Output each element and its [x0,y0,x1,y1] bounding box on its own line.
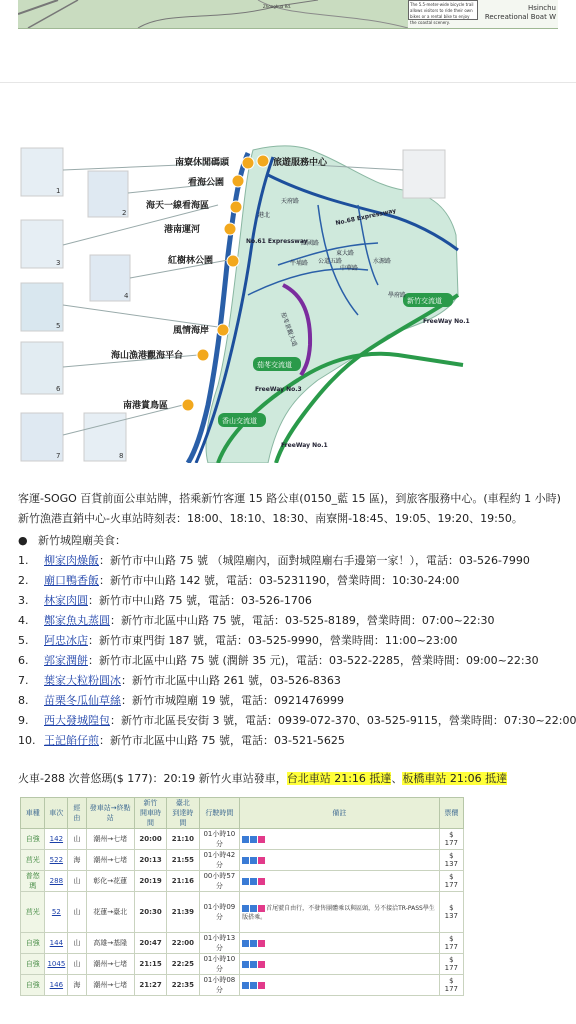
shop-link[interactable]: 苗栗冬瓜仙草絲 [44,694,121,707]
via: 山 [68,829,86,850]
label-zhuxiang-ic: 茄苳交流道 [257,361,292,369]
list-item [18,732,345,748]
service-icon [250,905,257,912]
route: 彰化→花蓮 [86,871,134,892]
service-icon [242,836,249,843]
top-map-strip [18,0,558,29]
label-road-tianfu: 天府路 [281,198,300,205]
label-road-xuefu: 學府路 [388,292,407,299]
list-number: 10. [18,734,36,747]
via: 海 [68,975,86,996]
price: $ 177 [439,871,463,892]
departure-time: 21:15 [134,954,166,975]
top-map-legend [408,0,558,28]
train-type: 自強 [21,975,45,996]
shop-detail: ：新竹市北區中山路 75 號 (潤餅 35 元)，電話：03-522-2285，營業時間：09:00~22:30 [88,654,539,667]
departure-time: 20:00 [134,829,166,850]
shop-link[interactable]: 廟口鴨香飯 [44,574,99,587]
service-icon [258,878,265,885]
column-header: 備註 [240,798,440,829]
duration: 01小時42分 [199,850,240,871]
train-type: 自強 [21,933,45,954]
label-road-gangbei: 港北 [258,212,271,219]
duration: 01小時10分 [199,829,240,850]
train-info [18,770,507,786]
price: $ 177 [439,954,463,975]
column-header: 發車站→終點站 [86,798,134,829]
caption-line-2: Recreational Boat W [484,13,556,21]
label-tianyi: 海天一線看海區 [146,201,210,211]
arrival-time: 21:10 [167,829,199,850]
service-icon [258,905,265,912]
list-number: 7. [18,674,29,687]
price: $ 137 [439,850,463,871]
bullet-dot: ● [18,534,28,547]
price: $ 137 [439,892,463,933]
label-kanhai: 看海公園 [188,178,225,188]
arrival-time: 21:39 [167,892,199,933]
shop-detail: ：新竹市北區中山路 75 號，電話：03-525-8189，營業時間：07:00~22:30 [110,614,495,627]
label-nangang: 南港賞鳥區 [123,401,169,411]
duration: 00小時57分 [199,871,240,892]
shop-detail: ：新竹市中山路 75 號，電話：03-526-1706 [88,594,312,607]
train-highlight-taipei: 台北車站 21:16 抵達 [286,772,392,785]
train-number-link[interactable]: 522 [45,850,68,871]
duration: 01小時08分 [199,975,240,996]
service-icon [250,982,257,989]
legend-note: The 5.5-meter-wide bicycle trail allows visitors to ride their own bikes or a rental bike to enjoy the coastal scenery. [408,0,478,20]
service-icon [250,961,257,968]
list-item [18,652,539,668]
food-heading [18,532,126,548]
shop-link[interactable]: 阿忠冰店 [44,634,88,647]
caption-line-1: Hsinchu [527,4,556,12]
label-exp68: No.68 Expressway [334,207,397,227]
train-number-link[interactable]: 1045 [45,954,68,975]
route: 花蓮→臺北 [86,892,134,933]
service-icon [250,857,257,864]
shop-detail: ：新竹市北區長安街 3 號，電話：0939-072-370、03-525-9115，營業時間：07:30~22:00 [110,714,576,727]
service-icon [242,982,249,989]
label-xiangshan-ic: 香山交流道 [222,417,257,425]
service-icon [250,878,257,885]
service-icon [258,940,265,947]
service-icon [250,940,257,947]
photo-number-7: 7 [56,452,61,460]
list-number: 5. [18,634,29,647]
column-header: 車種 [21,798,45,829]
column-header: 臺北 到達時間 [167,798,199,829]
note [240,829,440,850]
column-header: 車次 [45,798,68,829]
list-item [18,592,312,608]
route: 潮州→七堵 [86,954,134,975]
service-icon [242,961,249,968]
label-exp61: No.61 Expressway [246,238,308,245]
note [240,954,440,975]
via: 海 [68,850,86,871]
label-yugang: 海山漁港觀海平台 [111,351,184,361]
shop-link[interactable]: 鄭家魚丸蒸圓 [44,614,110,627]
train-info-prefix: 火車-288 次普悠瑪($ 177)：20:19 新竹火車站發車， [18,772,287,785]
train-type: 普悠瑪 [21,871,45,892]
shop-link[interactable]: 王記餡仔煎 [44,734,99,747]
service-icon [258,857,265,864]
via: 山 [68,954,86,975]
via: 山 [68,933,86,954]
column-header: 新竹 開車時間 [134,798,166,829]
label-mangrove: 紅樹林公園 [168,256,214,266]
list-number: 3. [18,594,29,607]
note-text: 首尾號自由行，不發售團體乘以與區頭，另不接洽TR-PASS學生版搭乘。 [242,905,435,921]
note [240,892,440,933]
label-road-jingguo: 經國路 [301,240,320,247]
via: 山 [68,871,86,892]
divider [0,82,576,83]
list-number: 8. [18,694,29,707]
train-highlight-banqiao: 板橋車站 21:06 抵達 [402,772,508,785]
duration: 01小時09分 [199,892,240,933]
departure-time: 20:30 [134,892,166,933]
list-item [18,632,458,648]
list-item [18,572,459,588]
train-number-link[interactable]: 144 [45,933,68,954]
label-gangnan: 港南運河 [164,225,201,235]
shop-detail: ：新竹市東門街 187 號，電話：03-525-9990，營業時間：11:00~23:00 [88,634,458,647]
note [240,933,440,954]
shop-detail: ：新竹市中山路 142 號，電話：03-5231190，營業時間：10:30-24:00 [99,574,460,587]
service-icon [242,878,249,885]
service-icon [258,982,265,989]
label-road-gongdao: 公道五路 [318,258,343,265]
price: $ 177 [439,933,463,954]
label-road-zhuxin: 茄苳景觀大道 [279,311,299,348]
label-fw1-a: FreeWay No.1 [423,318,470,325]
route: 潮州→七堵 [86,850,134,871]
arrival-time: 22:00 [167,933,199,954]
train-number-link[interactable]: 288 [45,871,68,892]
shop-link[interactable]: 葉家大粒粉圓冰 [44,674,121,687]
route: 潮州→七堵 [86,829,134,850]
shop-link[interactable]: 西大發城隍包 [44,714,110,727]
table-row [21,850,464,871]
service-icon [250,836,257,843]
label-visitor-center: 旅遊服務中心 [273,158,328,168]
label-road-dongda: 東大路 [336,250,355,257]
train-info-sep: 、 [391,772,403,785]
arrival-time: 22:35 [167,975,199,996]
table-row [21,871,464,892]
train-number-link[interactable]: 142 [45,829,68,850]
service-icon [242,857,249,864]
food-heading-text: 新竹城隍廟美食： [38,534,126,547]
table-row [21,933,464,954]
duration: 01小時13分 [199,933,240,954]
departure-time: 20:19 [134,871,166,892]
shop-detail: ：新竹市城隍廟 19 號，電話：0921476999 [121,694,344,707]
bus-info: 客運-SOGO 百貨前面公車站牌，搭乘新竹客運 15 路公車(0150_藍 15 區)，到旅客服務中心。(車程約 1 小時) [18,492,561,505]
service-icon [242,940,249,947]
price: $ 177 [439,975,463,996]
column-header: 經由 [68,798,86,829]
list-number: 4. [18,614,29,627]
train-timetable [20,797,464,996]
table-row [21,892,464,933]
label-fw1-b: FreeWay No.1 [281,442,328,449]
place-label: Zhonghua Rd. [263,4,292,9]
departure-time: 20:13 [134,850,166,871]
duration: 01小時10分 [199,954,240,975]
label-fengqing: 風情海岸 [173,326,210,336]
hsinchu-coast-map [18,145,475,463]
arrival-time: 22:25 [167,954,199,975]
arrival-time: 21:55 [167,850,199,871]
list-number: 6. [18,654,29,667]
list-number: 9. [18,714,29,727]
price: $ 177 [439,829,463,850]
shop-link[interactable]: 郭家潤餅 [44,654,88,667]
list-number: 1. [18,554,29,567]
shop-link[interactable]: 柳家肉燥飯 [44,554,99,567]
table-row [21,829,464,850]
train-type: 莒光 [21,892,45,933]
photo-number-3: 3 [56,259,61,267]
service-icon [258,961,265,968]
shop-detail: ：新竹市北區中山路 75 號，電話：03-521-5625 [99,734,345,747]
route: 潮州→七堵 [86,975,134,996]
via: 山 [68,892,86,933]
departure-time: 20:47 [134,933,166,954]
service-icon [242,905,249,912]
photo-number-1: 1 [56,187,61,195]
list-item [18,672,341,688]
photo-number-4: 4 [124,292,129,300]
label-nanliao: 南寮休閒碼頭 [175,158,230,168]
shop-link[interactable]: 林家肉圓 [44,594,88,607]
route: 高雄→基隆 [86,933,134,954]
table-row [21,975,464,996]
list-item [18,612,495,628]
list-item [18,692,344,708]
label-fw3: FreeWay No.3 [255,386,302,393]
photo-number-8: 8 [119,452,124,460]
train-number-link[interactable]: 146 [45,975,68,996]
train-number-link[interactable]: 52 [45,892,68,933]
train-type: 自強 [21,829,45,850]
note [240,850,440,871]
list-item [18,712,576,728]
label-road-zhonghua: 中華路 [340,265,359,272]
arrival-time: 21:16 [167,871,199,892]
note [240,975,440,996]
shop-detail: ：新竹市北區中山路 261 號，03-526-8363 [121,674,341,687]
train-type: 莒光 [21,850,45,871]
table-row [21,954,464,975]
photo-number-6: 6 [56,385,61,393]
train-schedule-note: 新竹漁港直銷中心-火車站時刻表：18:00、18:10、18:30、南寮開-18:45、19:05、19:20、19:50。 [18,512,523,525]
service-icon [258,836,265,843]
departure-time: 21:27 [134,975,166,996]
list-item [18,552,530,568]
train-type: 自強 [21,954,45,975]
column-header: 行駛時間 [199,798,240,829]
top-map-caption [485,4,556,22]
list-number: 2. [18,574,29,587]
label-hsinchu-ic: 新竹交流道 [407,297,442,305]
shop-detail: ：新竹市中山路 75 號 （城隍廟內，面對城隍廟右手邊第一家！），電話：03-526-7990 [99,554,530,567]
label-road-niupu: 牛埔路 [290,260,309,267]
photo-number-2: 2 [122,209,127,217]
note [240,871,440,892]
label-road-shuiyuan: 水源路 [373,258,392,265]
photo-number-5: 5 [56,322,61,330]
table-header-row [21,798,464,829]
column-header: 票價 [439,798,463,829]
